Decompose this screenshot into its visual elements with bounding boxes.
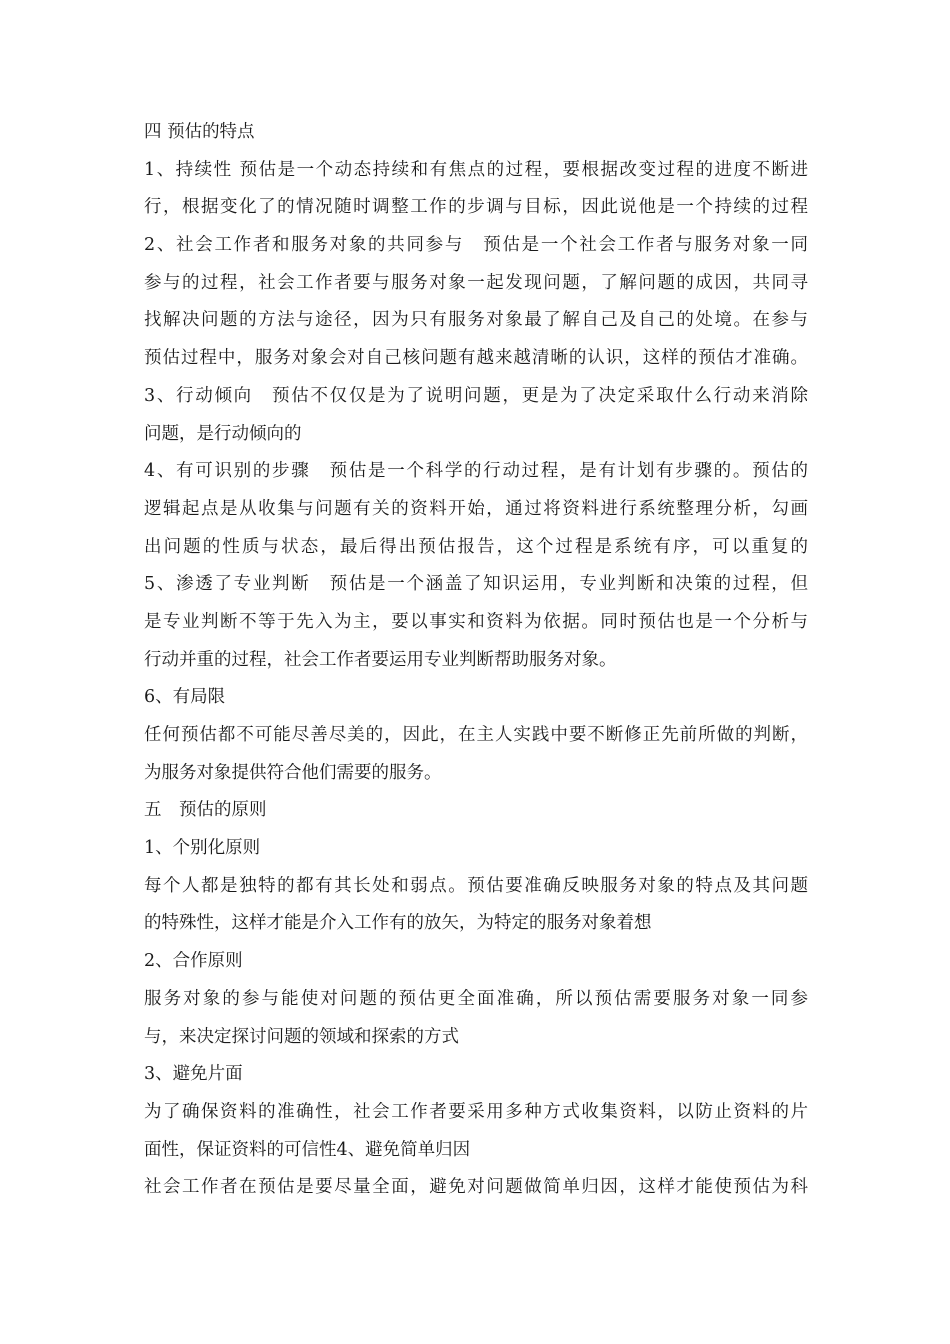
text-line: 五 预估的原则: [144, 800, 267, 821]
text-line: 3、行动倾向 预估不仅仅是为了说明问题，更是为了决定采取什么行动来消除: [144, 385, 808, 406]
text-line: 行，根据变化了的情况随时调整工作的步调与目标，因此说他是一个持续的过程: [144, 197, 808, 218]
text-line: 3、避免片面: [144, 1064, 243, 1085]
text-line: 是专业判断不等于先入为主，要以事实和资料为依据。同时预估也是一个分析与: [144, 611, 808, 632]
text-line: 2、社会工作者和服务对象的共同参与 预估是一个社会工作者与服务对象一同: [144, 235, 808, 256]
text-line: 5、渗透了专业判断 预估是一个涵盖了知识运用，专业判断和决策的过程，但: [144, 574, 808, 595]
text-line: 预估过程中，服务对象会对自己核问题有越来越清晰的认识，这样的预估才准确。: [144, 348, 808, 369]
text-line: 参与的过程，社会工作者要与服务对象一起发现问题，了解问题的成因，共同寻: [144, 272, 808, 293]
text-line: 服务对象的参与能使对问题的预估更全面准确，所以预估需要服务对象一同参: [144, 988, 808, 1009]
text-line: 6、有局限: [144, 687, 226, 708]
text-line: 逻辑起点是从收集与问题有关的资料开始，通过将资料进行系统整理分析，勾画: [144, 498, 808, 519]
text-line: 找解决问题的方法与途径，因为只有服务对象最了解自己及自己的处境。在参与: [144, 310, 808, 331]
document-body: [144, 114, 808, 1207]
text-line: 1、持续性 预估是一个动态持续和有焦点的过程，要根据改变过程的进度不断进: [144, 159, 808, 180]
text-line: 问题，是行动倾向的: [144, 423, 302, 444]
text-line: 为了确保资料的准确性，社会工作者要采用多种方式收集资料，以防止资料的片: [144, 1101, 808, 1122]
text-line: 四 预估的特点: [144, 122, 255, 142]
text-line: 4、有可识别的步骤 预估是一个科学的行动过程，是有计划有步骤的。预估的: [144, 461, 808, 482]
text-line: 1、个别化原则: [144, 838, 261, 859]
text-line: 与，来决定探讨问题的领域和探索的方式: [144, 1026, 459, 1047]
text-line: 面性，保证资料的可信性4、避免简单归因: [144, 1139, 471, 1160]
text-line: 的特殊性，这样才能是介入工作有的放矢，为特定的服务对象着想: [144, 913, 652, 934]
text-line: 任何预估都不可能尽善尽美的，因此，在主人实践中要不断修正先前所做的判断，: [144, 725, 808, 745]
text-line: 出问题的性质与状态，最后得出预估报告，这个过程是系统有序，可以重复的: [144, 536, 808, 557]
text-line: 为服务对象提供符合他们需要的服务。: [144, 762, 442, 783]
text-line: 行动并重的过程，社会工作者要运用专业判断帮助服务对象。: [144, 649, 617, 670]
text-line: 社会工作者在预估是要尽量全面，避免对问题做简单归因，这样才能使预估为科: [144, 1177, 808, 1198]
text-line: 每个人都是独特的都有其长处和弱点。预估要准确反映服务对象的特点及其问题: [144, 875, 808, 896]
text-line: 2、合作原则: [144, 951, 243, 972]
